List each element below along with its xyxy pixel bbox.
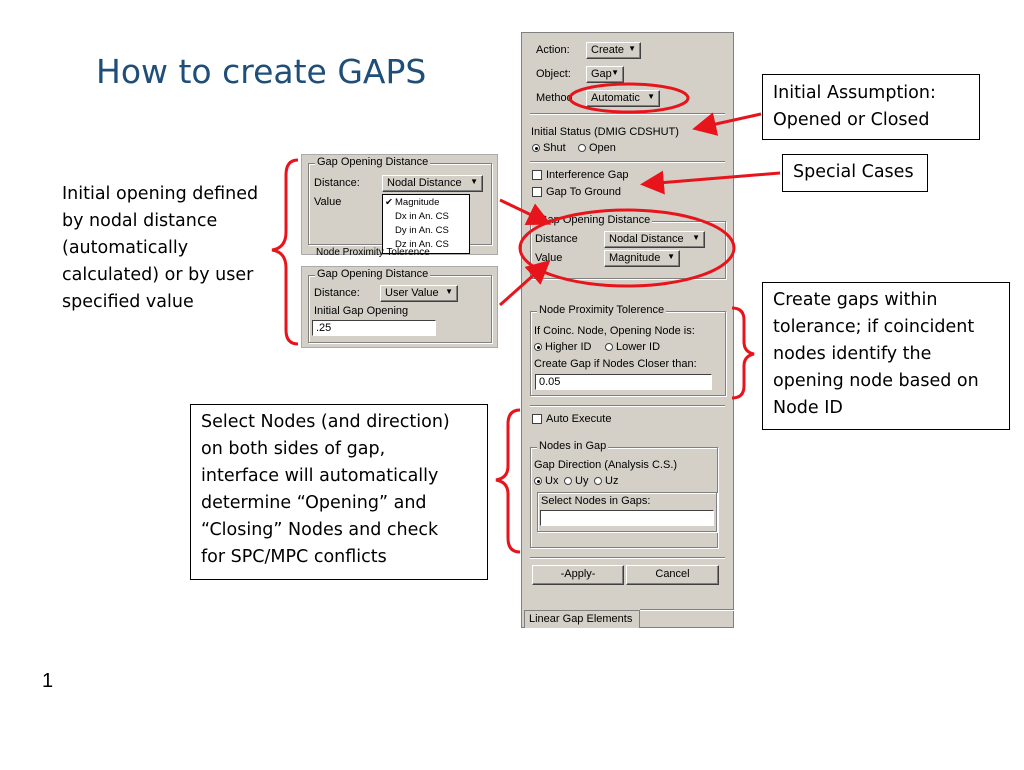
check-icon: ✔ <box>385 197 393 208</box>
chevron-down-icon: ▼ <box>647 92 655 101</box>
menu-item-magnitude[interactable]: ✔ Magnitude <box>385 197 440 208</box>
left-line: by nodal distance <box>62 211 218 231</box>
inset2-distance-label: Distance: <box>314 287 360 299</box>
inset-group-title: Gap Opening Distance <box>317 156 429 168</box>
checkbox-icon <box>532 170 542 180</box>
interference-gap-checkbox[interactable]: Interference Gap <box>532 169 629 181</box>
radio-icon <box>594 477 602 485</box>
radio-selected-icon <box>532 144 540 152</box>
action-dropdown[interactable] <box>586 42 641 59</box>
initial-status-label: Initial Status (DMIG CDSHUT) <box>531 126 679 138</box>
inset-distance-label: Distance: <box>314 177 360 189</box>
method-value: Automatic <box>591 92 640 104</box>
separator <box>530 161 725 163</box>
select-nodes-label: Select Nodes in Gaps: <box>541 495 651 507</box>
action-value: Create <box>591 44 625 56</box>
menu-item-dx[interactable]: Dx in An. CS <box>395 211 449 222</box>
ux-radio[interactable]: Ux <box>534 475 558 487</box>
distance-label: Distance <box>535 233 578 245</box>
callout-initial-assumption: Initial Assumption: Opened or Closed <box>762 74 980 140</box>
left-explanation <box>62 181 258 316</box>
inset-distance-value: Nodal Distance <box>387 177 462 189</box>
gap-direction-label: Gap Direction (Analysis C.S.) <box>534 459 678 471</box>
gap-to-ground-checkbox[interactable]: Gap To Ground <box>532 186 621 198</box>
inset2-distance-value: User Value <box>385 287 439 299</box>
select-nodes-input[interactable] <box>540 510 714 526</box>
apply-button[interactable]: -Apply- <box>532 565 624 585</box>
radio-selected-icon <box>534 477 542 485</box>
inset-nodal-distance <box>301 154 498 258</box>
checkbox-icon <box>532 187 542 197</box>
object-value: Gap <box>591 68 612 80</box>
method-dropdown[interactable] <box>586 90 660 107</box>
uz-radio[interactable]: Uz <box>594 475 618 487</box>
callout-tolerance: Create gaps within tolerance; if coincident nodes identify the opening node based on Node ID <box>762 282 1010 430</box>
nodes-in-gap-title: Nodes in Gap <box>539 440 607 452</box>
radio-icon <box>564 477 572 485</box>
inset-value-label: Value <box>314 196 342 208</box>
inset2-group-title: Gap Opening Distance <box>317 268 429 280</box>
coinc-label: If Coinc. Node, Opening Node is: <box>534 325 695 337</box>
value-dropdown[interactable] <box>604 250 680 267</box>
left-line: calculated) or by user <box>62 265 254 285</box>
nodes-brace <box>496 410 520 552</box>
chevron-down-icon: ▼ <box>445 287 453 296</box>
cancel-button[interactable]: Cancel <box>626 565 719 585</box>
gap-creation-panel <box>521 32 734 628</box>
left-line: (automatically <box>62 238 189 258</box>
menu-item-dy[interactable]: Dy in An. CS <box>395 225 449 236</box>
left-line: specified value <box>62 292 194 312</box>
radio-icon <box>605 343 613 351</box>
chevron-down-icon: ▼ <box>667 252 675 261</box>
inset2-distance-dropdown[interactable] <box>380 285 458 302</box>
initial-gap-input[interactable]: .25 <box>312 320 436 336</box>
radio-icon <box>578 144 586 152</box>
uy-radio[interactable]: Uy <box>564 475 588 487</box>
create-gap-input[interactable]: 0.05 <box>535 374 712 390</box>
value-value: Magnitude <box>609 252 661 264</box>
higher-id-radio[interactable]: Higher ID <box>534 341 591 353</box>
separator <box>640 609 734 611</box>
chevron-down-icon: ▼ <box>611 68 619 77</box>
separator <box>530 405 725 407</box>
checkbox-icon <box>532 414 542 424</box>
separator <box>530 557 725 559</box>
chevron-down-icon: ▼ <box>628 44 636 53</box>
page-number: 1 <box>42 670 54 692</box>
distance-dropdown[interactable] <box>604 231 705 248</box>
radio-selected-icon <box>534 343 542 351</box>
slide-title: How to create GAPS <box>96 52 427 91</box>
object-dropdown[interactable] <box>586 66 624 83</box>
callout-select-nodes: Select Nodes (and direction) on both sides of gap, interface will automatically determine “Opening” and “Closing” Nodes and check for SPC/MPC conflicts <box>190 404 488 580</box>
method-label: Method <box>536 92 573 104</box>
open-radio[interactable]: Open <box>578 142 616 154</box>
tolerance-brace <box>732 308 754 398</box>
inset-user-value <box>301 266 498 348</box>
lower-id-radio[interactable]: Lower ID <box>605 341 660 353</box>
separator <box>530 113 725 115</box>
inset-distance-dropdown[interactable] <box>382 175 483 192</box>
menu-item-dz[interactable]: Dz in An. CS <box>395 239 449 250</box>
gap-opening-title: Gap Opening Distance <box>539 214 651 226</box>
callout-special-cases: Special Cases <box>782 154 928 192</box>
initial-gap-label: Initial Gap Opening <box>314 305 409 317</box>
action-label: Action: <box>536 44 570 56</box>
value-label: Value <box>535 252 563 264</box>
auto-execute-checkbox[interactable]: Auto Execute <box>532 413 611 425</box>
create-gap-label: Create Gap if Nodes Closer than: <box>534 358 697 370</box>
inset-next-group-title: Node Proximity Tolerence <box>316 247 430 258</box>
distance-value: Nodal Distance <box>609 233 684 245</box>
object-label: Object: <box>536 68 571 80</box>
tab-linear-gap-elements[interactable]: Linear Gap Elements <box>524 610 640 628</box>
value-dropdown-menu <box>382 194 470 254</box>
left-line: Initial opening defined <box>62 184 259 204</box>
left-brace <box>272 160 298 344</box>
shut-radio[interactable]: Shut <box>532 142 566 154</box>
chevron-down-icon: ▼ <box>692 233 700 242</box>
tolerance-title: Node Proximity Tolerence <box>539 304 665 316</box>
chevron-down-icon: ▼ <box>470 177 478 186</box>
